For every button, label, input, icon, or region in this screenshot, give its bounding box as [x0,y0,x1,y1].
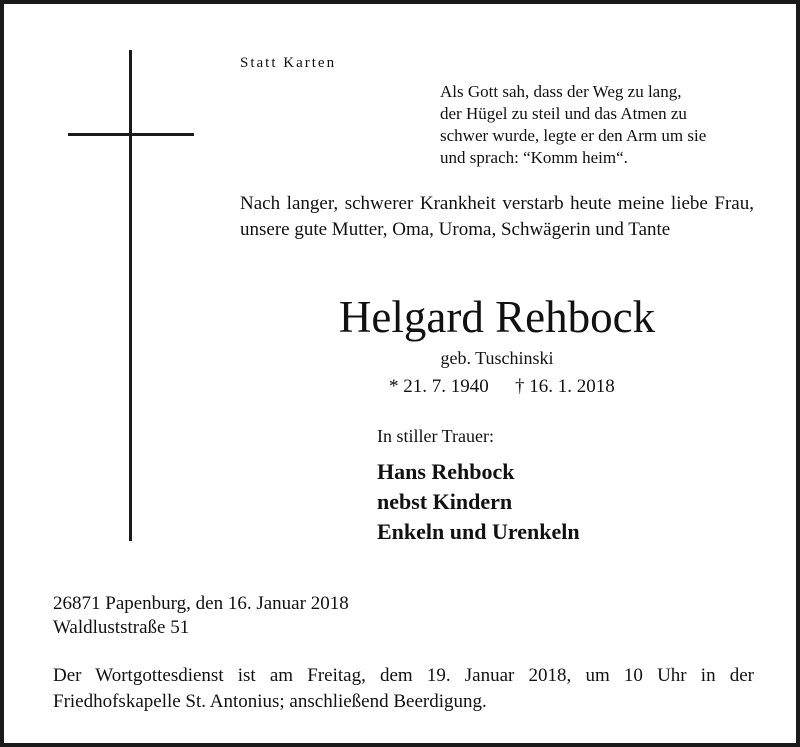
place-date: 26871 Papenburg, den 16. Januar 2018 [53,593,349,614]
cross-icon-crossbar [68,133,194,136]
poem-line: und sprach: “Komm heim“. [440,148,628,167]
poem-line: der Hügel zu steil und das Atmen zu [440,104,687,123]
mourner-name: Enkeln und Urenkeln [377,519,580,544]
maiden-name: geb. Tuschinski [440,348,554,368]
mourner-name: Hans Rehbock [377,459,515,484]
deceased-name: Helgard Rehbock [338,292,656,342]
statt-karten-heading: Statt Karten [240,55,337,71]
poem [440,81,706,169]
mourner-name: nebst Kindern [377,489,513,514]
death-date: † 16. 1. 2018 [515,376,615,397]
street-address: Waldluststraße 51 [53,617,190,638]
birth-date: * 21. 7. 1940 [389,376,489,397]
service-info: Der Wortgottesdienst ist am Freitag, dem 19. Januar 2018, um 10 Uhr in der Friedhofskapelle St. Antonius; anschließend Beerdigung. [53,665,754,712]
poem-line: schwer wurde, legte er den Arm um sie [440,126,707,145]
mourning-label: In stiller Trauer: [377,426,494,446]
intro-text: Nach langer, schwerer Krankheit verstarb heute meine liebe Frau, unsere gute Mutter, Oma, Uroma, Schwägerin und Tante [240,193,754,240]
poem-line: Als Gott sah, dass der Weg zu lang, [440,82,682,101]
cross-icon [129,50,132,541]
place-and-address [53,592,349,640]
mourners-list [377,457,580,547]
